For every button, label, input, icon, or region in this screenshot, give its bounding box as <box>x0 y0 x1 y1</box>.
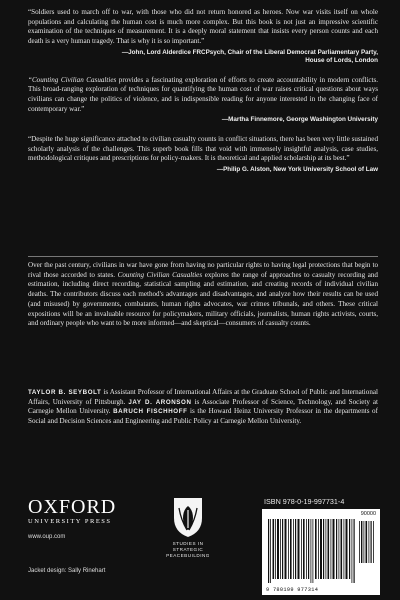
endorsement-text: “Soldiers used to march off to war, with those who did not return honored as heroes. Now war visits itself on whole populations and calculating the human cost is much more complex. But this book is not just an impressive scientific examination of the techniques of measurement. It is a deeply moral statement that insists every person counts and each death is a very human tragedy. That is why it is so important.” <box>28 8 378 46</box>
author-name: JAY D. ARONSON <box>128 398 192 406</box>
author-name: BARUCH FISCHHOFF <box>113 408 188 416</box>
series-emblem-icon <box>171 496 205 538</box>
series-name: STUDIES IN STRATEGIC PEACEBUILDING <box>166 541 210 558</box>
author-bio: is Associate Professor of Science, Technology, and Society at Carnegie Mellon University. <box>28 397 379 416</box>
author-bio: is the Howard Heinz University Professor in the departments of Social and Decision Sciences and Engineering and Public Policy at Carnegie Mellon University. <box>28 407 378 426</box>
publisher-url: www.oup.com <box>28 534 66 540</box>
jacket-credit: Jacket design: Sally Rinehart <box>28 568 106 574</box>
barcode <box>262 509 380 595</box>
series-logo <box>158 496 218 559</box>
author-bios <box>28 388 378 427</box>
price-code: 90000 <box>360 511 376 517</box>
barcode-number: 9 780199 977314 <box>266 587 319 593</box>
endorsement-attribution: —Philip G. Alston, New York University School of Law <box>216 165 378 173</box>
endorsement-text: “Counting Civilian Casualties provides a fascinating exploration of efforts to create accountability in modern conflicts. This broad-ranging exploration of techniques for quantifying the human cost of war raises critical questions about ways civilians can change the politics of violence, and is indispensible reading for anyone interested in the changing face of contemporary war.” <box>28 75 378 113</box>
endorsement-attribution: —John, Lord Alderdice FRCPsych, Chair of the Liberal Democrat Parliamentary Party, House of Lords, London <box>121 48 378 65</box>
barcode-area <box>262 497 380 595</box>
endorsement-text: “Despite the huge significance attached to civilian casualty counts in conflict situations, there has been very little sustained scholarly analysis of the challenges. This superb book fills that void with immensely insightful analysis, case studies, methodological critiques and prescriptions for policy-makers. It is theoretical and applied scholarship at its best.” <box>28 134 378 163</box>
isbn-label: ISBN 978-0-19-997731-4 <box>264 497 345 506</box>
author-bio: is Assistant Professor of International Affairs at the Graduate School of Public and International Affairs, University of Pittsburgh. <box>28 388 378 406</box>
endorsement-alston <box>28 135 378 175</box>
barcode-bars <box>262 509 380 595</box>
book-description: Over the past century, civilians in war have gone from having no particular rights to having legal protections that begin to rival those accorded to states. Counting Civilian Casualties explores the range of approaches to casualty recording and estimation, including direct recording, statistical sampling and estimation, and creating records of individual civilian deaths. The contributors discuss each method's advantages and disadvantages, and analyze how their results can be used (and misused) by governments, combatants, human rights advocates, war crimes tribunals, and others. These critical expositions will be an invaluable resource for policymakers, military officials, journalists, human rights activists, courts, and ordinary people who want to be more informed—and skeptical—consumers of casualty counts. <box>28 261 378 328</box>
author-name: TAYLOR B. SEYBOLT <box>28 389 102 396</box>
endorsement-finnemore <box>28 76 378 125</box>
divider <box>28 256 378 257</box>
endorsement-attribution: —Martha Finnemore, George Washington University <box>221 116 378 124</box>
oxford-logo: OXFORD UNIVERSITY PRESS <box>28 496 117 525</box>
endorsement-alderdice <box>28 8 378 66</box>
endorsements <box>28 8 378 174</box>
